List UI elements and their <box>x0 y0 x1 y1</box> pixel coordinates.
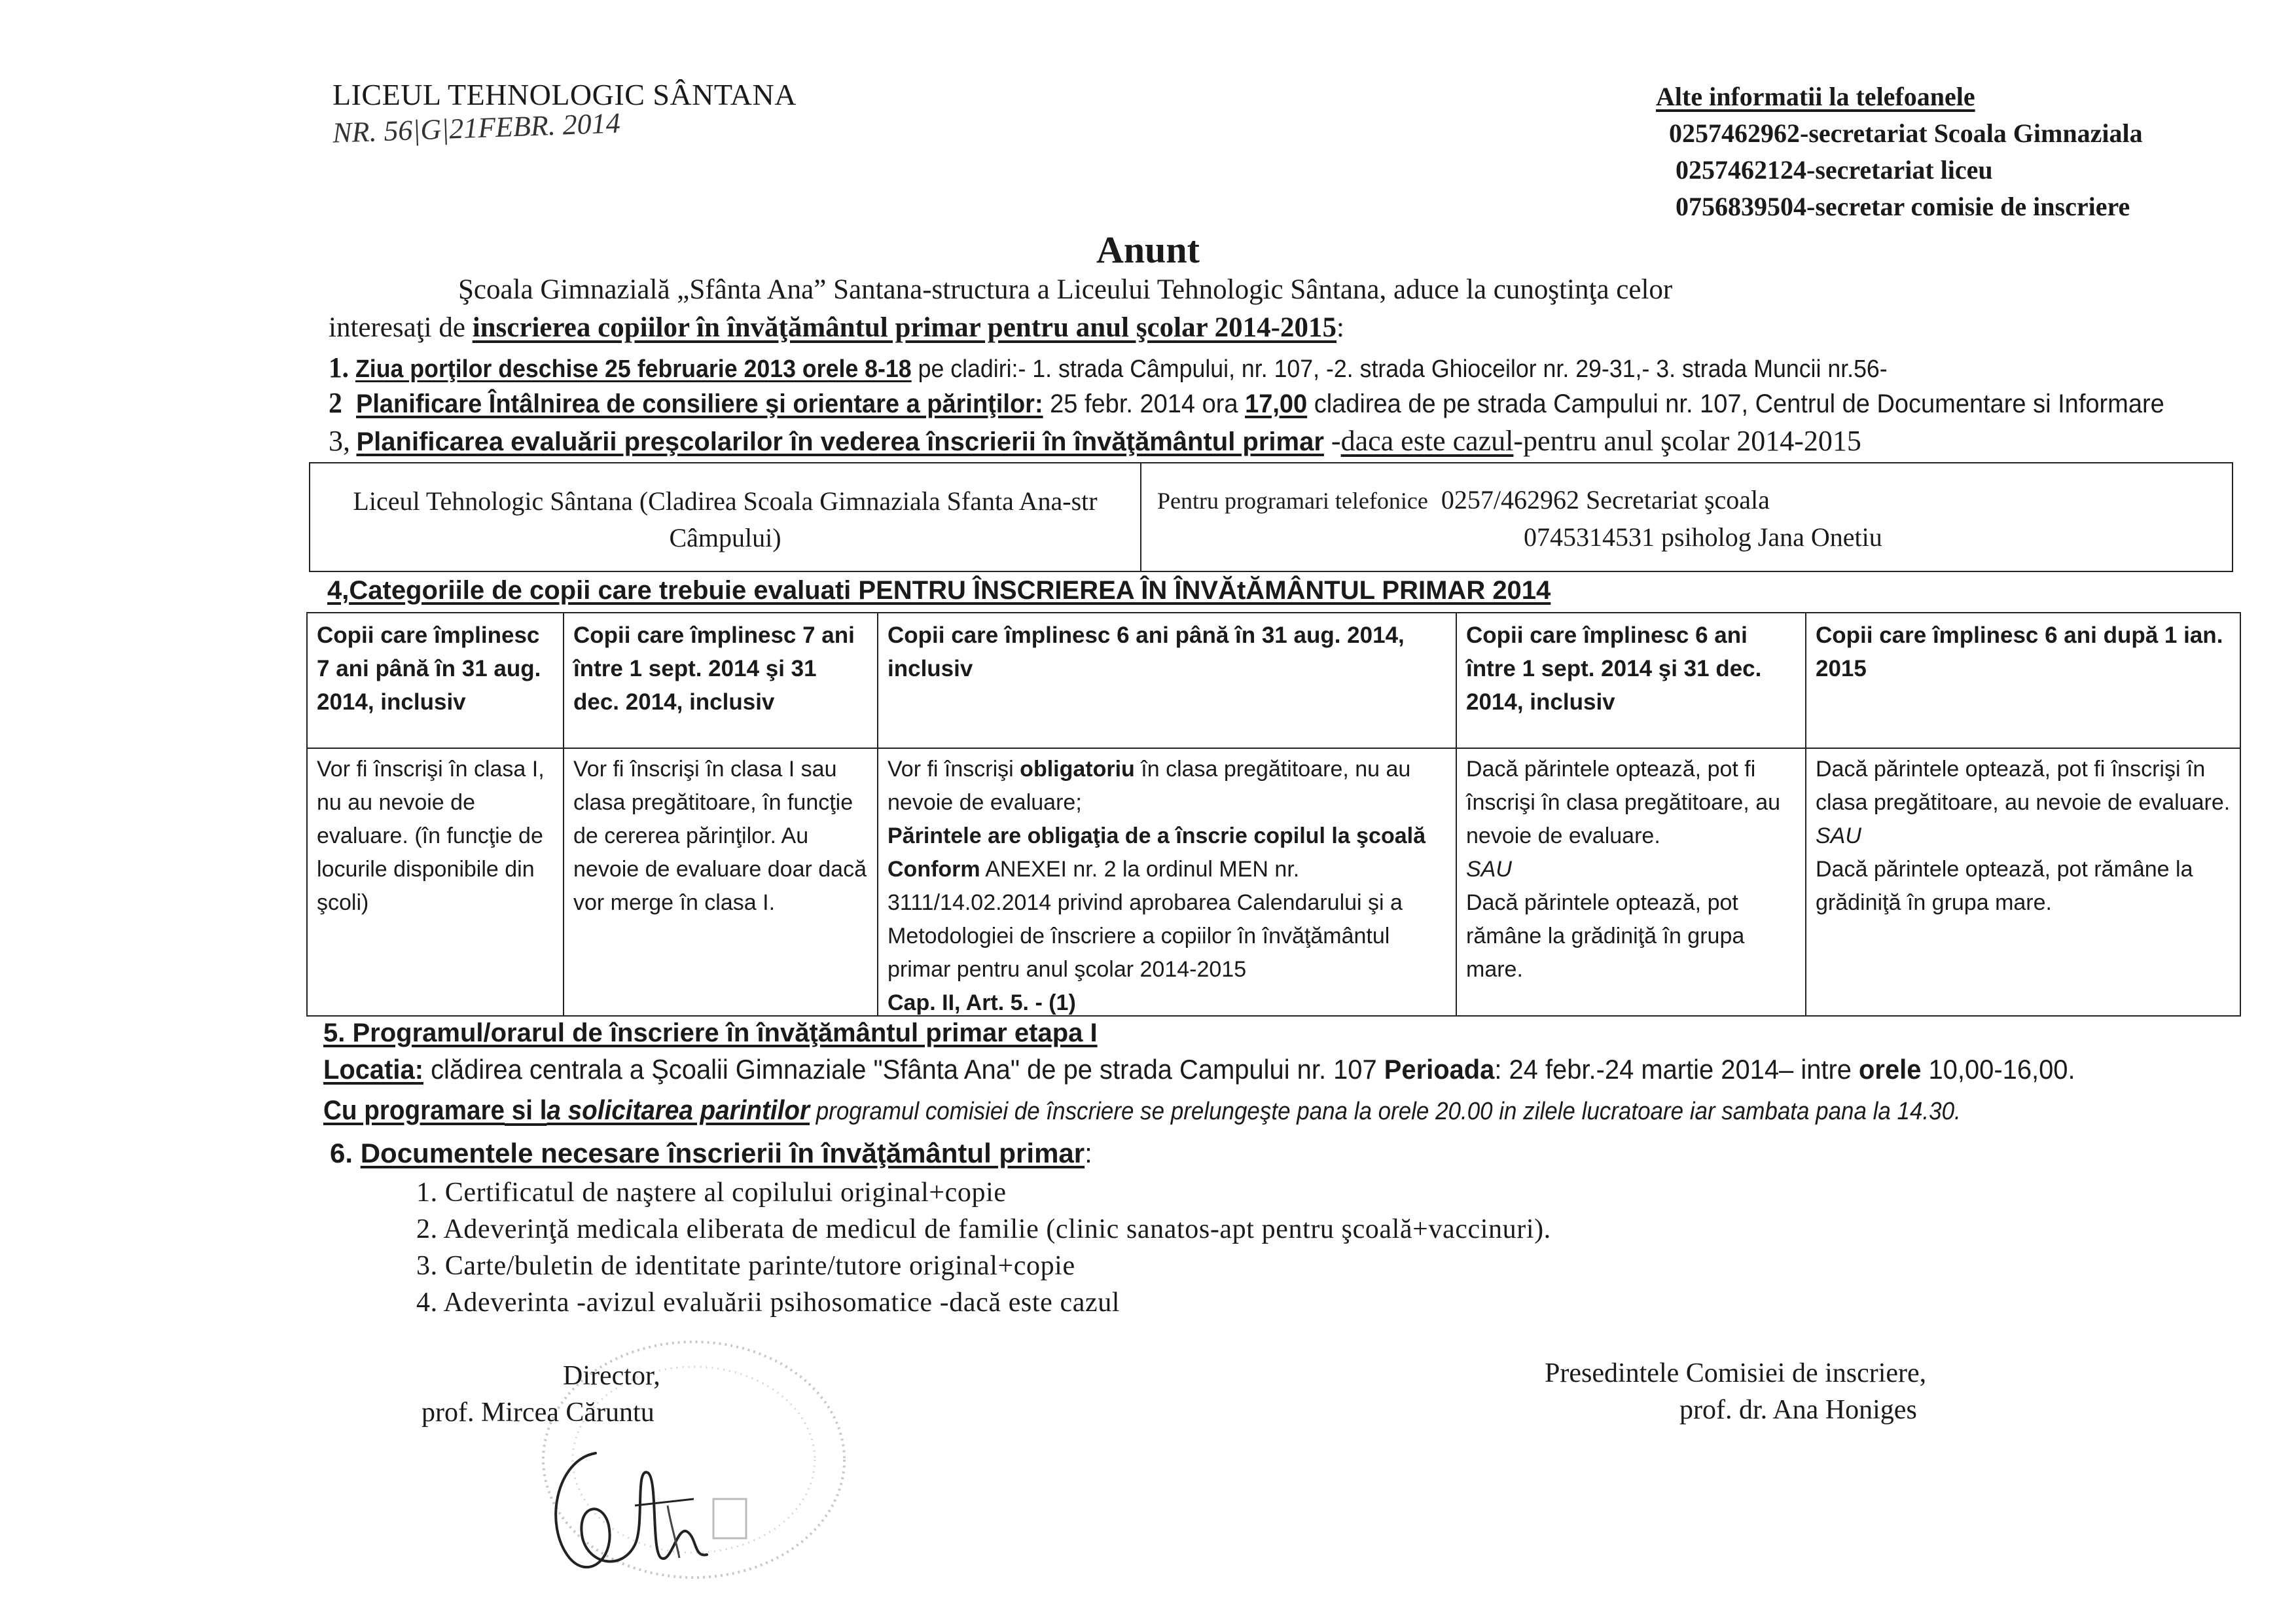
section-6-label: Documentele necesare înscrierii în învăţământul primar <box>360 1138 1085 1168</box>
table-cell <box>1457 748 1806 1015</box>
documents-list <box>416 1174 1551 1321</box>
cell-text: Dacă părintele optează, pot rămâne la grădiniţă în grupa mare. <box>1816 857 2193 915</box>
point-1 <box>329 351 1987 384</box>
extension-label: Cu programare <box>323 1094 505 1125</box>
point-2-place: cladirea de pe strada Campului nr. 107, Centrul de Documentare si Informare <box>1307 389 2164 418</box>
school-name: LICEUL TEHNOLOGIC SÂNTANA <box>332 78 797 111</box>
table-header-cell: Copii care împlinesc 7 ani între 1 sept. 2014 şi 31 dec. 2014, inclusiv <box>564 613 878 748</box>
extension-mid: si l <box>504 1094 547 1125</box>
section-6-heading <box>330 1138 1092 1169</box>
booking-contacts <box>1141 463 2232 571</box>
point-3-text: - <box>1323 425 1341 457</box>
cell-or: SAU <box>1466 857 1512 882</box>
location-label: Locatia: <box>323 1054 423 1085</box>
booking-label: Pentru programari telefonice <box>1157 488 1428 514</box>
location-line <box>323 1054 2167 1085</box>
table-cell: Vor fi înscrişi în clasa I sau clasa pregătitoare, în funcţie de cererea părinţilor. Au nevoie de evaluare doar dacă vor merge în clasa I. <box>564 748 878 1015</box>
cell-text: Dacă părintele optează, pot fi înscrişi în clasa pregătitoare, au nevoie de evaluare. <box>1466 757 1781 848</box>
table-cell <box>878 748 1457 1015</box>
booking-phone-1: 0257/462962 Secretariat şcoala <box>1441 485 1770 514</box>
cell-bold: Cap. II, Art. 5. - (1) <box>888 990 1076 1015</box>
cell-bold: obligatoriu <box>1020 757 1135 782</box>
contact-line: 0756839504-secretar comisie de inscriere <box>1676 192 2130 221</box>
point-2 <box>329 386 2261 420</box>
intro-colon: : <box>1336 312 1344 343</box>
signature-icon <box>537 1427 772 1584</box>
list-item: 3. Carte/buletin de identitate parinte/tutore original+copie <box>416 1251 1075 1281</box>
cell-text: Dacă părintele optează, pot fi înscrişi în clasa pregătitoare, au nevoie de evaluare. <box>1816 757 2231 815</box>
president-title: Presedintele Comisiei de inscriere, <box>1545 1358 1927 1388</box>
table-header-row <box>308 613 2240 749</box>
director-name: prof. Mircea Căruntu <box>422 1398 655 1428</box>
point-1-text: pe cladiri:- 1. strada Câmpului, nr. 107, -2. strada Ghioceilor nr. 29-31,- 3. strada Muncii nr.56- <box>911 355 1888 383</box>
extension-text: programul comisiei de înscriere se prelungeşte pana la orele 20.00 in zilele lucratoare iar sambata pana la 14.30. <box>810 1098 1961 1125</box>
period-text: : 24 febr.-24 martie 2014– intre <box>1494 1054 1859 1085</box>
list-item: 4. Adeverinta -avizul evaluării psihosomatice -dacă este cazul <box>416 1288 1121 1318</box>
extension-label-2: a solicitarea parintilor <box>547 1094 810 1125</box>
table-cell: Vor fi înscrişi în clasa I, nu au nevoie de evaluare. (în funcţie de locurile disponibile din şcoli) <box>308 748 564 1015</box>
extension-line <box>323 1094 2103 1126</box>
intro-line-1: Şcoala Gimnazială „Sfânta Ana” Santana-structura a Liceului Tehnologic Sântana, aduce la cunoştinţa celor <box>458 274 1673 305</box>
contact-block <box>1656 79 2143 225</box>
hours-label: orele <box>1859 1054 1922 1085</box>
point-3-underlined: daca este cazul <box>1340 425 1514 457</box>
contact-line: 0257462124-secretariat liceu <box>1676 155 1993 185</box>
point-3-label: Planificarea evaluării preşcolarilor în vederea înscrierii în învăţământul primar <box>356 427 1324 456</box>
table-header-cell: Copii care împlinesc 7 ani până în 31 aug. 2014, inclusiv <box>308 613 564 748</box>
cell-text: ANEXEI nr. 2 la ordinul MEN nr. 3111/14.02.2014 privind aprobarea Calendarului şi a Metodologiei de înscriere a copiilor în învăţământul primar pentru anul şcolar 2014-2015 <box>888 857 1403 982</box>
period-label: Perioada <box>1384 1054 1495 1085</box>
point-1-number: 1. <box>329 352 350 384</box>
point-3 <box>329 424 1861 458</box>
contacts-title: Alte informatii la telefoanele <box>1656 82 1975 111</box>
table-row <box>308 748 2240 1015</box>
point-2-label: Planificare Întâlnirea de consiliere şi orientare a părinţilor: <box>356 389 1043 418</box>
section-6-number: 6. <box>330 1138 361 1168</box>
president-name: prof. dr. Ana Honiges <box>1679 1395 1917 1425</box>
section-5-heading: 5. Programul/orarul de înscriere în învăţământul primar etapa I <box>323 1019 1098 1047</box>
point-2-text: 25 febr. 2014 ora <box>1043 389 1246 418</box>
intro-highlight: inscrierea copiilor în învăţământul primar pentru anul şcolar 2014-2015 <box>472 312 1336 343</box>
cell-text: Vor fi înscrişi <box>888 757 1020 782</box>
cell-text: Dacă părintele optează, pot rămâne la grădiniţă în grupa mare. <box>1466 890 1745 982</box>
table-header-cell: Copii care împlinesc 6 ani între 1 sept. 2014 şi 31 dec. 2014, inclusiv <box>1457 613 1806 748</box>
cell-or: SAU <box>1816 823 1861 848</box>
cell-bold: Părintele are obligaţia de a înscrie copilul la şcoală Conform <box>888 823 1426 882</box>
point-1-label: Ziua porţilor deschise 25 februarie 2013 orele 8-18 <box>355 355 912 383</box>
point-3-year: -pentru anul şcolar 2014-2015 <box>1513 425 1861 457</box>
table-header-cell: Copii care împlinesc 6 ani până în 31 aug. 2014, inclusiv <box>878 613 1457 748</box>
location-text: clădirea centrala a Şcoalii Gimnaziale "Sfânta Ana" de pe strada Campului nr. 107 <box>423 1054 1384 1085</box>
categories-heading: 4,Categoriile de copii care trebuie evaluati PENTRU ÎNSCRIEREA ÎN ÎNVĂtĂMÂNTUL PRIMAR 2014 <box>327 576 1551 605</box>
categories-table <box>306 612 2241 1017</box>
table-header-cell: Copii care împlinesc 6 ani după 1 ian. 2015 <box>1816 623 2223 681</box>
point-2-time: 17,00 <box>1245 389 1308 418</box>
list-item: 1. Certificatul de naştere al copilului original+copie <box>416 1178 1007 1208</box>
hours-text: 10,00-16,00. <box>1921 1054 2075 1085</box>
section-6-colon: : <box>1085 1138 1092 1168</box>
point-2-number: 2 <box>329 387 342 419</box>
intro-line-2 <box>329 312 1344 344</box>
booking-location: Liceul Tehnologic Sântana (Cladirea Scoala Gimnaziala Sfanta Ana-str Câmpului) <box>310 463 1141 571</box>
booking-phone-2: 0745314531 psiholog Jana Onetiu <box>1524 522 1882 552</box>
page-title: Anunt <box>1096 228 1200 271</box>
list-item: 2. Adeverinţă medicala eliberata de medicul de familie (clinic sanatos-apt pentru şcoală+vaccinuri). <box>416 1214 1551 1244</box>
table-cell <box>1806 748 2242 1015</box>
point-3-number: 3, <box>329 425 350 457</box>
contact-line: 0257462962-secretariat Scoala Gimnaziala <box>1669 118 2143 148</box>
registration-number: NR. 56|G|21FEBR. 2014 <box>332 107 621 149</box>
booking-table <box>309 462 2233 572</box>
cell-text: în clasa pregătitoare, nu au nevoie de evaluare; <box>888 757 1411 815</box>
intro-text: interesaţi de <box>329 312 473 343</box>
director-title: Director, <box>563 1361 660 1391</box>
